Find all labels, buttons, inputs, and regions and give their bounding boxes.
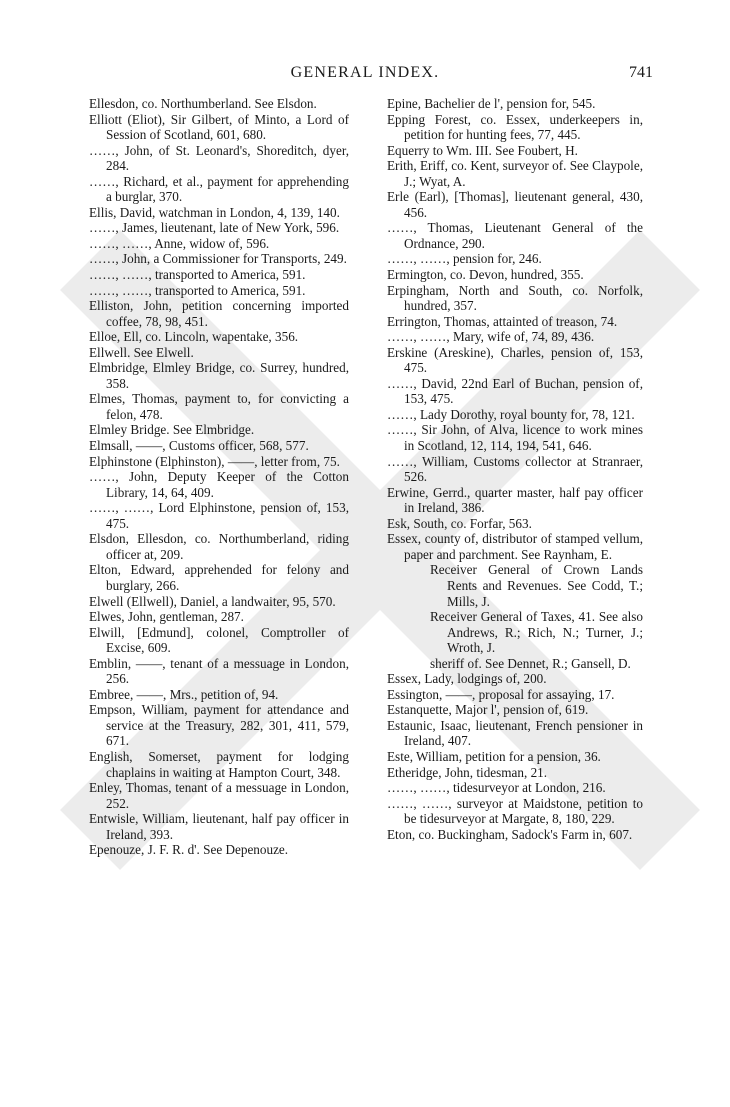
index-entry: Enley, Thomas, tenant of a messuage in London, 252. — [89, 780, 349, 811]
left-index-column — [89, 96, 349, 858]
right-index-column — [387, 96, 643, 842]
page-number: 741 — [629, 64, 653, 81]
index-entry: ……, ……, transported to America, 591. — [89, 267, 306, 283]
index-entry: ……, ……, Mary, wife of, 74, 89, 436. — [387, 329, 595, 345]
index-entry: Elwill, [Edmund], colonel, Comptroller of Excise, 609. — [89, 624, 349, 656]
index-entry: Epping Forest, co. Essex, underkeepers in, petition for hunting fees, 77, 445. — [387, 111, 643, 143]
index-entry: Epine, Bachelier de l', pension for, 545. — [387, 96, 596, 111]
index-entry: Ellesdon, co. Northumberland. See Elsdon. — [89, 96, 317, 111]
index-subentry: Receiver General of Crown Lands Rents and Revenues. See Codd, T.; Mills, J. — [430, 562, 643, 609]
index-entry: English, Somerset, payment for lodging chaplains in waiting at Hampton Court, 348. — [89, 748, 349, 780]
running-title: GENERAL INDEX. — [290, 64, 440, 81]
index-entry: Ellwell. See Elwell. — [89, 344, 194, 360]
index-entry: Essington, ——, proposal for assaying, 17. — [387, 686, 615, 702]
index-entry: ……, Sir John, of Alva, licence to work mines in Scotland, 12, 114, 194, 541, 646. — [387, 422, 643, 454]
index-entry: Empson, William, payment for attendance and service at the Treasury, 282, 301, 411, 579, 671. — [89, 702, 349, 749]
index-entry: Elmley Bridge. See Elmbridge. — [89, 422, 255, 438]
index-entry: ……, ……, pension for, 246. — [387, 251, 542, 267]
page-header — [0, 64, 730, 90]
index-entry: ……, ……, tidesurveyor at London, 216. — [387, 780, 606, 796]
index-entry: Errington, Thomas, attainted of treason, 74. — [387, 313, 618, 329]
index-subentry: sheriff of. See Dennet, R.; Gansell, D. — [430, 655, 631, 671]
index-entry: ……, William, Customs collector at Stranraer, 526. — [387, 453, 643, 485]
index-entry: Erpingham, North and South, co. Norfolk, hundred, 357. — [387, 282, 643, 314]
index-entry: ……, ……, Lord Elphinstone, pension of, 153, 475. — [89, 500, 349, 531]
index-entry: Erskine (Areskine), Charles, pension of, 153, 475. — [387, 344, 643, 376]
index-entry: Elphinstone (Elphinston), ——, letter from, 75. — [89, 453, 340, 469]
index-entry: Erith, Eriff, co. Kent, surveyor of. See Claypole, J.; Wyat, A. — [387, 158, 643, 189]
index-entry: ……, James, lieutenant, late of New York, 596. — [89, 220, 340, 236]
index-entry: ……, John, of St. Leonard's, Shoreditch, dyer, 284. — [89, 142, 349, 174]
index-entry: Essex, county of, distributor of stamped vellum, paper and parchment. See Raynham, E. — [387, 531, 643, 562]
index-entry: Etheridge, John, tidesman, 21. — [387, 764, 548, 780]
index-entry: Elsdon, Ellesdon, co. Northumberland, riding officer at, 209. — [89, 531, 349, 562]
index-entry: Epenouze, J. F. R. d'. See Depenouze. — [89, 842, 289, 858]
index-entry: Elmsall, ——, Customs officer, 568, 577. — [89, 438, 309, 454]
index-entry: ……, ……, surveyor at Maidstone, petition to be tidesurveyor at Margate, 8, 180, 229. — [387, 795, 643, 827]
index-entry: Essex, Lady, lodgings of, 200. — [387, 671, 547, 687]
index-subentry: Receiver General of Taxes, 41. See also Andrews, R.; Rich, N.; Turner, J.; Wroth, J. — [430, 609, 643, 656]
index-entry: Elmbridge, Elmley Bridge, co. Surrey, hundred, 358. — [89, 360, 349, 391]
index-entry: Elloe, Ell, co. Lincoln, wapentake, 356. — [89, 329, 299, 345]
index-entry: Eton, co. Buckingham, Sadock's Farm in, 607. — [387, 826, 633, 842]
index-entry: Erle (Earl), [Thomas], lieutenant general, 430, 456. — [387, 189, 643, 220]
index-entry: Elliston, John, petition concerning imported coffee, 78, 98, 451. — [89, 298, 349, 329]
index-entry: Estaunic, Isaac, lieutenant, French pensioner in Ireland, 407. — [387, 717, 643, 749]
index-entry: Embree, ——, Mrs., petition of, 94. — [89, 686, 279, 702]
index-entry: Elmes, Thomas, payment to, for convicting a felon, 478. — [89, 391, 349, 422]
index-entry: ……, ……, Anne, widow of, 596. — [89, 235, 270, 251]
index-entry: Ellis, David, watchman in London, 4, 139, 140. — [89, 204, 340, 220]
index-entry: Elliott (Eliot), Sir Gilbert, of Minto, a Lord of Session of Scotland, 601, 680. — [89, 111, 349, 143]
index-entry: Emblin, ——, tenant of a messuage in London, 256. — [89, 655, 349, 687]
index-entry: Entwisle, William, lieutenant, half pay officer in Ireland, 393. — [89, 811, 349, 842]
index-entry: ……, ……, transported to America, 591. — [89, 282, 306, 298]
index-entry: Elwes, John, gentleman, 287. — [89, 609, 244, 625]
index-entry: Elwell (Ellwell), Daniel, a landwaiter, 95, 570. — [89, 593, 336, 609]
index-entry: ……, David, 22nd Earl of Buchan, pension of, 153, 475. — [387, 375, 643, 407]
index-entry: Equerry to Wm. III. See Foubert, H. — [387, 142, 578, 158]
index-entry: ……, Thomas, Lieutenant General of the Ordnance, 290. — [387, 220, 643, 251]
index-entry: Ermington, co. Devon, hundred, 355. — [387, 267, 584, 283]
index-entry: ……, John, Deputy Keeper of the Cotton Library, 14, 64, 409. — [89, 469, 349, 500]
index-entry: ……, John, a Commissioner for Transports, 249. — [89, 251, 347, 267]
index-entry: ……, Richard, et al., payment for apprehending a burglar, 370. — [89, 173, 349, 205]
index-entry: Estanquette, Major l', pension of, 619. — [387, 702, 589, 718]
index-entry: ……, Lady Dorothy, royal bounty for, 78, 121. — [387, 406, 635, 422]
index-entry: Elton, Edward, apprehended for felony and burglary, 266. — [89, 562, 349, 593]
index-entry: Esk, South, co. Forfar, 563. — [387, 515, 532, 531]
index-entry: Erwine, Gerrd., quarter master, half pay officer in Ireland, 386. — [387, 484, 643, 516]
index-entry: Este, William, petition for a pension, 36. — [387, 748, 601, 764]
